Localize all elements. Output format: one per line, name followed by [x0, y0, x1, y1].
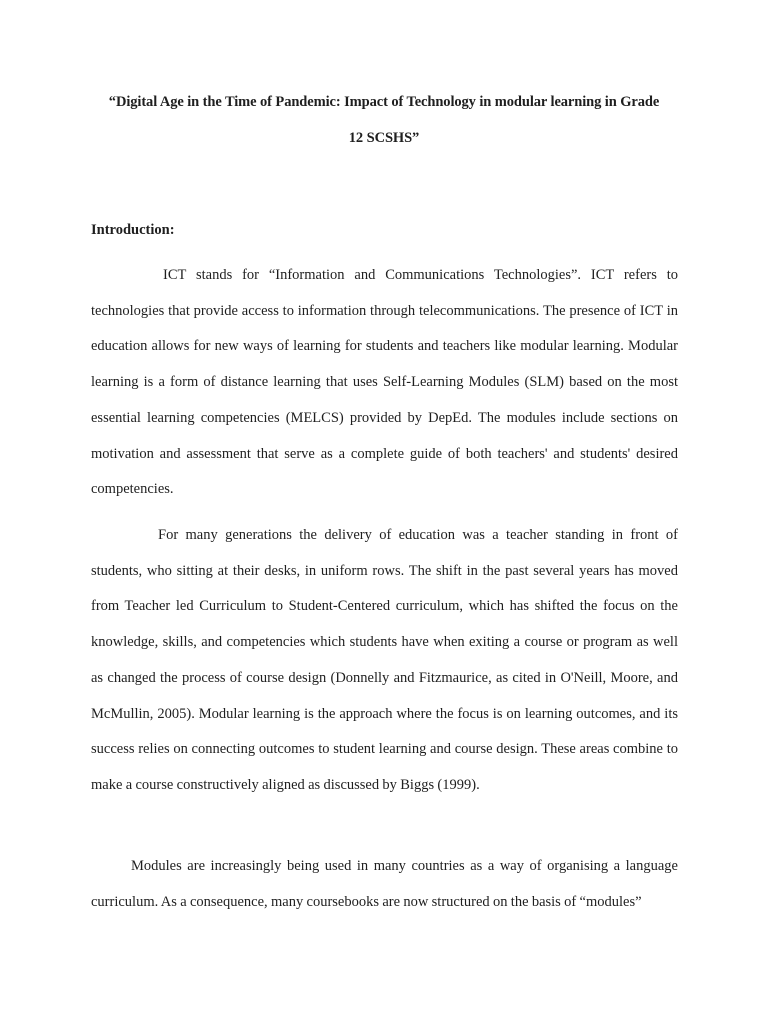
paragraph-modules-usage: Modules are increasingly being used in many countries as a way of organising a language curriculum. As a consequence, many coursebooks are now structured on the basis of “modules” [91, 858, 678, 910]
document-title-line-2: 12 SCSHS” [348, 130, 420, 146]
paragraph-education-delivery: For many generations the delivery of education was a teacher standing in front of students, who sitting at their desks, in uniform rows. The shift in the past several years has moved from Teacher led Curriculum to Student-Centered curriculum, which has shifted the focus on the knowledge, skills, and competencies which students have when exiting a course or program as well as changed the process of course design (Donnelly and Fitzmaurice, as cited in O'Neill, Moore, and McMullin, 2005). Modular learning is the approach where the focus is on learning outcomes, and its success relies on connecting outcomes to student learning and course design. These areas combine to make a course constructively aligned as discussed by Biggs (1999). [91, 527, 678, 793]
paragraph-ict-definition: ICT stands for “Information and Communications Technologies”. ICT refers to technologies that provide access to information through telecommunications. The presence of ICT in education allows for new ways of learning for students and teachers like modular learning. Modular learning is a form of distance learning that uses Self-Learning Modules (SLM) based on the most essential learning competencies (MELCS) provided by DepEd. The modules include sections on motivation and assessment that serve as a complete guide of both teachers' and students' desired competencies. [91, 267, 678, 498]
section-heading-introduction: Introduction: [91, 222, 175, 238]
document-title-line-1: “Digital Age in the Time of Pandemic: Impact of Technology in modular learning in Grade [108, 94, 660, 110]
